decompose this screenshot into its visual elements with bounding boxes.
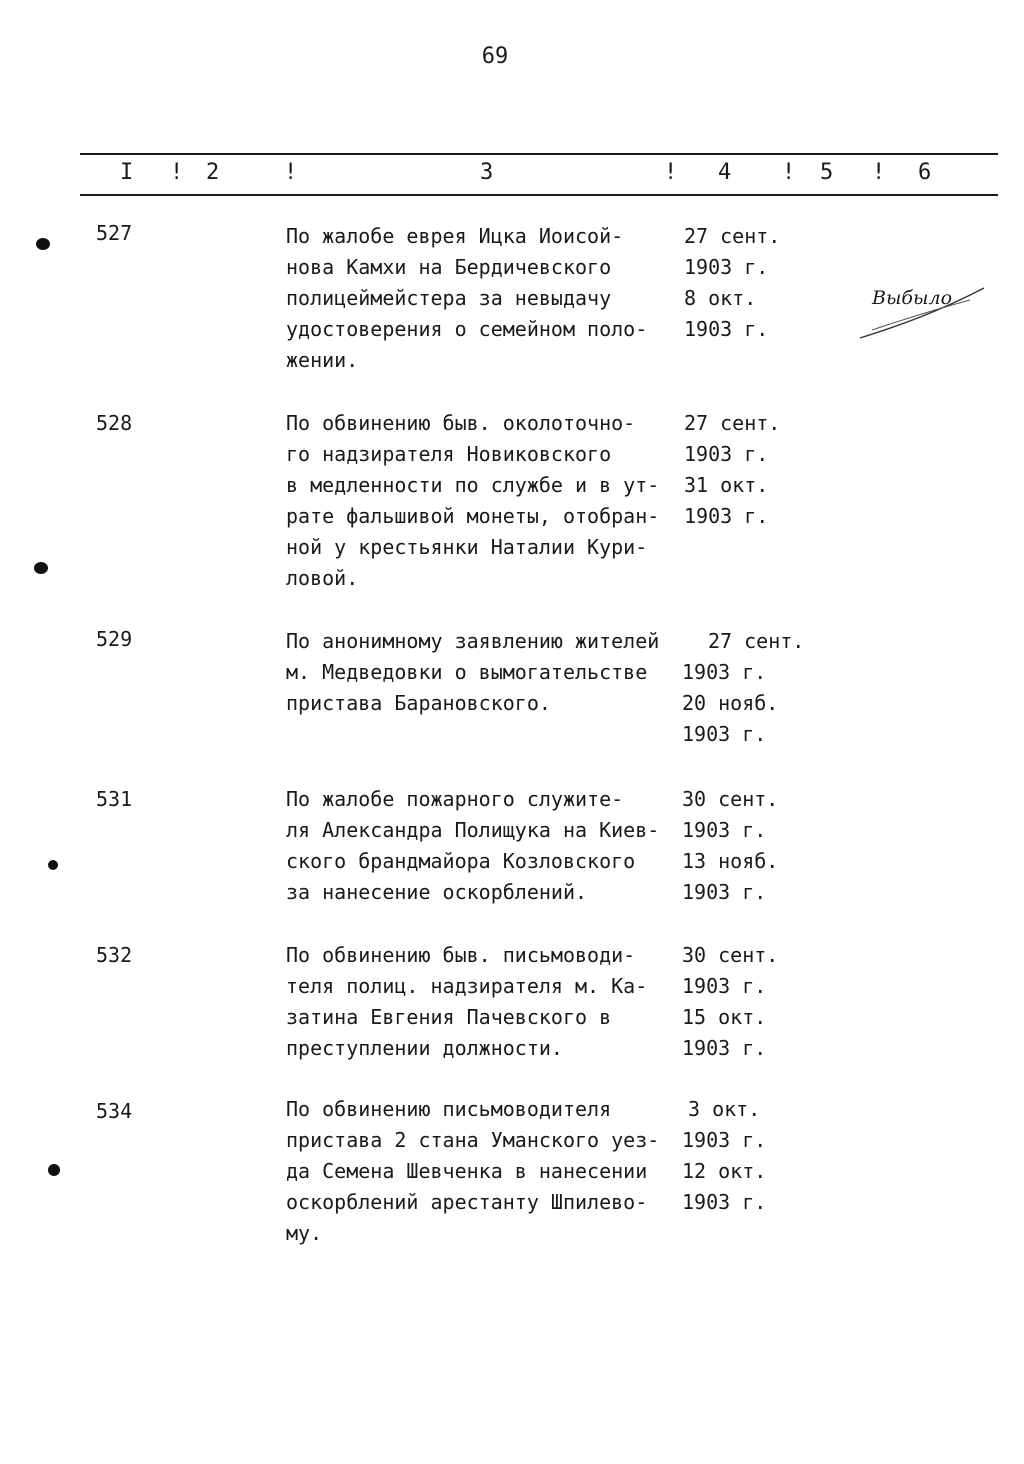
description-line: пристава Барановского. xyxy=(286,691,551,715)
entry-number: 532 xyxy=(96,943,133,967)
description-line: рате фальшивой монеты, отобран- xyxy=(286,504,660,528)
column-header-2: 2 xyxy=(206,160,220,185)
header-rule-top xyxy=(80,153,998,155)
description-line: ловой. xyxy=(286,566,359,590)
punch-hole xyxy=(34,562,48,574)
page-number: 69 xyxy=(481,44,509,69)
description-line: пристава 2 стана Уманского уез- xyxy=(286,1128,660,1152)
date-end-year: 1903 г. xyxy=(682,1190,767,1214)
description-line: да Семена Шевченка в нанесении xyxy=(286,1159,648,1183)
date-start-day: 30 сент. xyxy=(682,943,779,967)
description-line: преступлении должности. xyxy=(286,1036,563,1060)
description-line: удостоверения о семейном поло- xyxy=(286,317,648,341)
punch-hole xyxy=(36,238,50,250)
date-start-year: 1903 г. xyxy=(684,255,769,279)
description-line: му. xyxy=(286,1221,323,1245)
date-end-year: 1903 г. xyxy=(684,504,769,528)
entry-description xyxy=(286,940,686,1064)
column-separator: ! xyxy=(782,160,796,185)
entry-dates xyxy=(682,626,822,750)
description-line: По жалобе еврея Ицка Иоисой- xyxy=(286,224,624,248)
entry-description xyxy=(286,784,686,908)
date-start-day: 30 сент. xyxy=(682,787,779,811)
column-separator: ! xyxy=(872,160,886,185)
description-line: По жалобе пожарного служите- xyxy=(286,787,624,811)
description-line: в медленности по службе и в ут- xyxy=(286,473,660,497)
column-separator: ! xyxy=(664,160,678,185)
column-header-5: 5 xyxy=(820,160,834,185)
date-end-day: 12 окт. xyxy=(682,1159,767,1183)
entry-number: 528 xyxy=(96,411,133,435)
date-end-day: 20 нояб. xyxy=(682,691,779,715)
description-line: По анонимному заявлению жителей xyxy=(286,629,660,653)
date-end-day: 15 окт. xyxy=(682,1005,767,1029)
description-line: полицеймейстера за невыдачу xyxy=(286,286,612,310)
punch-hole xyxy=(48,860,58,870)
date-end-day: 31 окт. xyxy=(684,473,769,497)
description-line: м. Медведовки о вымогательстве xyxy=(286,660,648,684)
entry-description xyxy=(286,1094,686,1249)
description-line: затина Евгения Пачевского в xyxy=(286,1005,612,1029)
column-separator: ! xyxy=(284,160,298,185)
date-start-year: 1903 г. xyxy=(682,1128,767,1152)
date-end-year: 1903 г. xyxy=(684,317,769,341)
description-line: ной у крестьянки Наталии Кури- xyxy=(286,535,648,559)
entry-number: 527 xyxy=(96,221,133,245)
description-line: оскорблений арестанту Шпилево- xyxy=(286,1190,648,1214)
date-end-year: 1903 г. xyxy=(682,722,767,746)
date-start-day: 27 сент. xyxy=(684,411,781,435)
entry-number: 534 xyxy=(96,1099,133,1123)
entry-description xyxy=(286,408,686,594)
description-line: По обвинению письмоводителя xyxy=(286,1097,612,1121)
punch-hole xyxy=(48,1164,60,1176)
column-header-1: I xyxy=(120,160,134,185)
date-start-day: 27 сент. xyxy=(708,629,805,653)
date-end-day: 8 окт. xyxy=(684,286,757,310)
description-line: за нанесение оскорблений. xyxy=(286,880,588,904)
date-start-year: 1903 г. xyxy=(682,660,767,684)
entry-number: 531 xyxy=(96,787,133,811)
column-separator: ! xyxy=(170,160,184,185)
handwritten-note: Выбыло xyxy=(872,287,953,309)
note-stroke xyxy=(858,286,988,346)
entry-dates xyxy=(682,784,822,908)
date-end-year: 1903 г. xyxy=(682,880,767,904)
entry-dates xyxy=(682,1094,822,1218)
entry-dates xyxy=(684,408,824,532)
date-start-year: 1903 г. xyxy=(684,442,769,466)
entry-number: 529 xyxy=(96,627,133,651)
date-start-year: 1903 г. xyxy=(682,974,767,998)
column-header-6: 6 xyxy=(918,160,932,185)
date-start-day: 27 сент. xyxy=(684,224,781,248)
column-header-4: 4 xyxy=(718,160,732,185)
description-line: жении. xyxy=(286,348,359,372)
date-end-day: 13 нояб. xyxy=(682,849,779,873)
date-start-year: 1903 г. xyxy=(682,818,767,842)
header-rule-bottom xyxy=(80,194,998,196)
column-header-3: 3 xyxy=(480,160,494,185)
date-start-day: 3 окт. xyxy=(688,1097,761,1121)
description-line: ского брандмайора Козловского xyxy=(286,849,636,873)
description-line: теля полиц. надзирателя м. Ка- xyxy=(286,974,648,998)
description-line: нова Камхи на Бердичевского xyxy=(286,255,612,279)
entry-dates xyxy=(684,221,824,345)
entry-description xyxy=(286,626,686,719)
description-line: ля Александра Полищука на Киев- xyxy=(286,818,660,842)
description-line: По обвинению быв. околоточно- xyxy=(286,411,636,435)
entry-dates xyxy=(682,940,822,1064)
date-end-year: 1903 г. xyxy=(682,1036,767,1060)
entry-description xyxy=(286,221,686,376)
description-line: го надзирателя Новиковского xyxy=(286,442,612,466)
description-line: По обвинению быв. письмоводи- xyxy=(286,943,636,967)
